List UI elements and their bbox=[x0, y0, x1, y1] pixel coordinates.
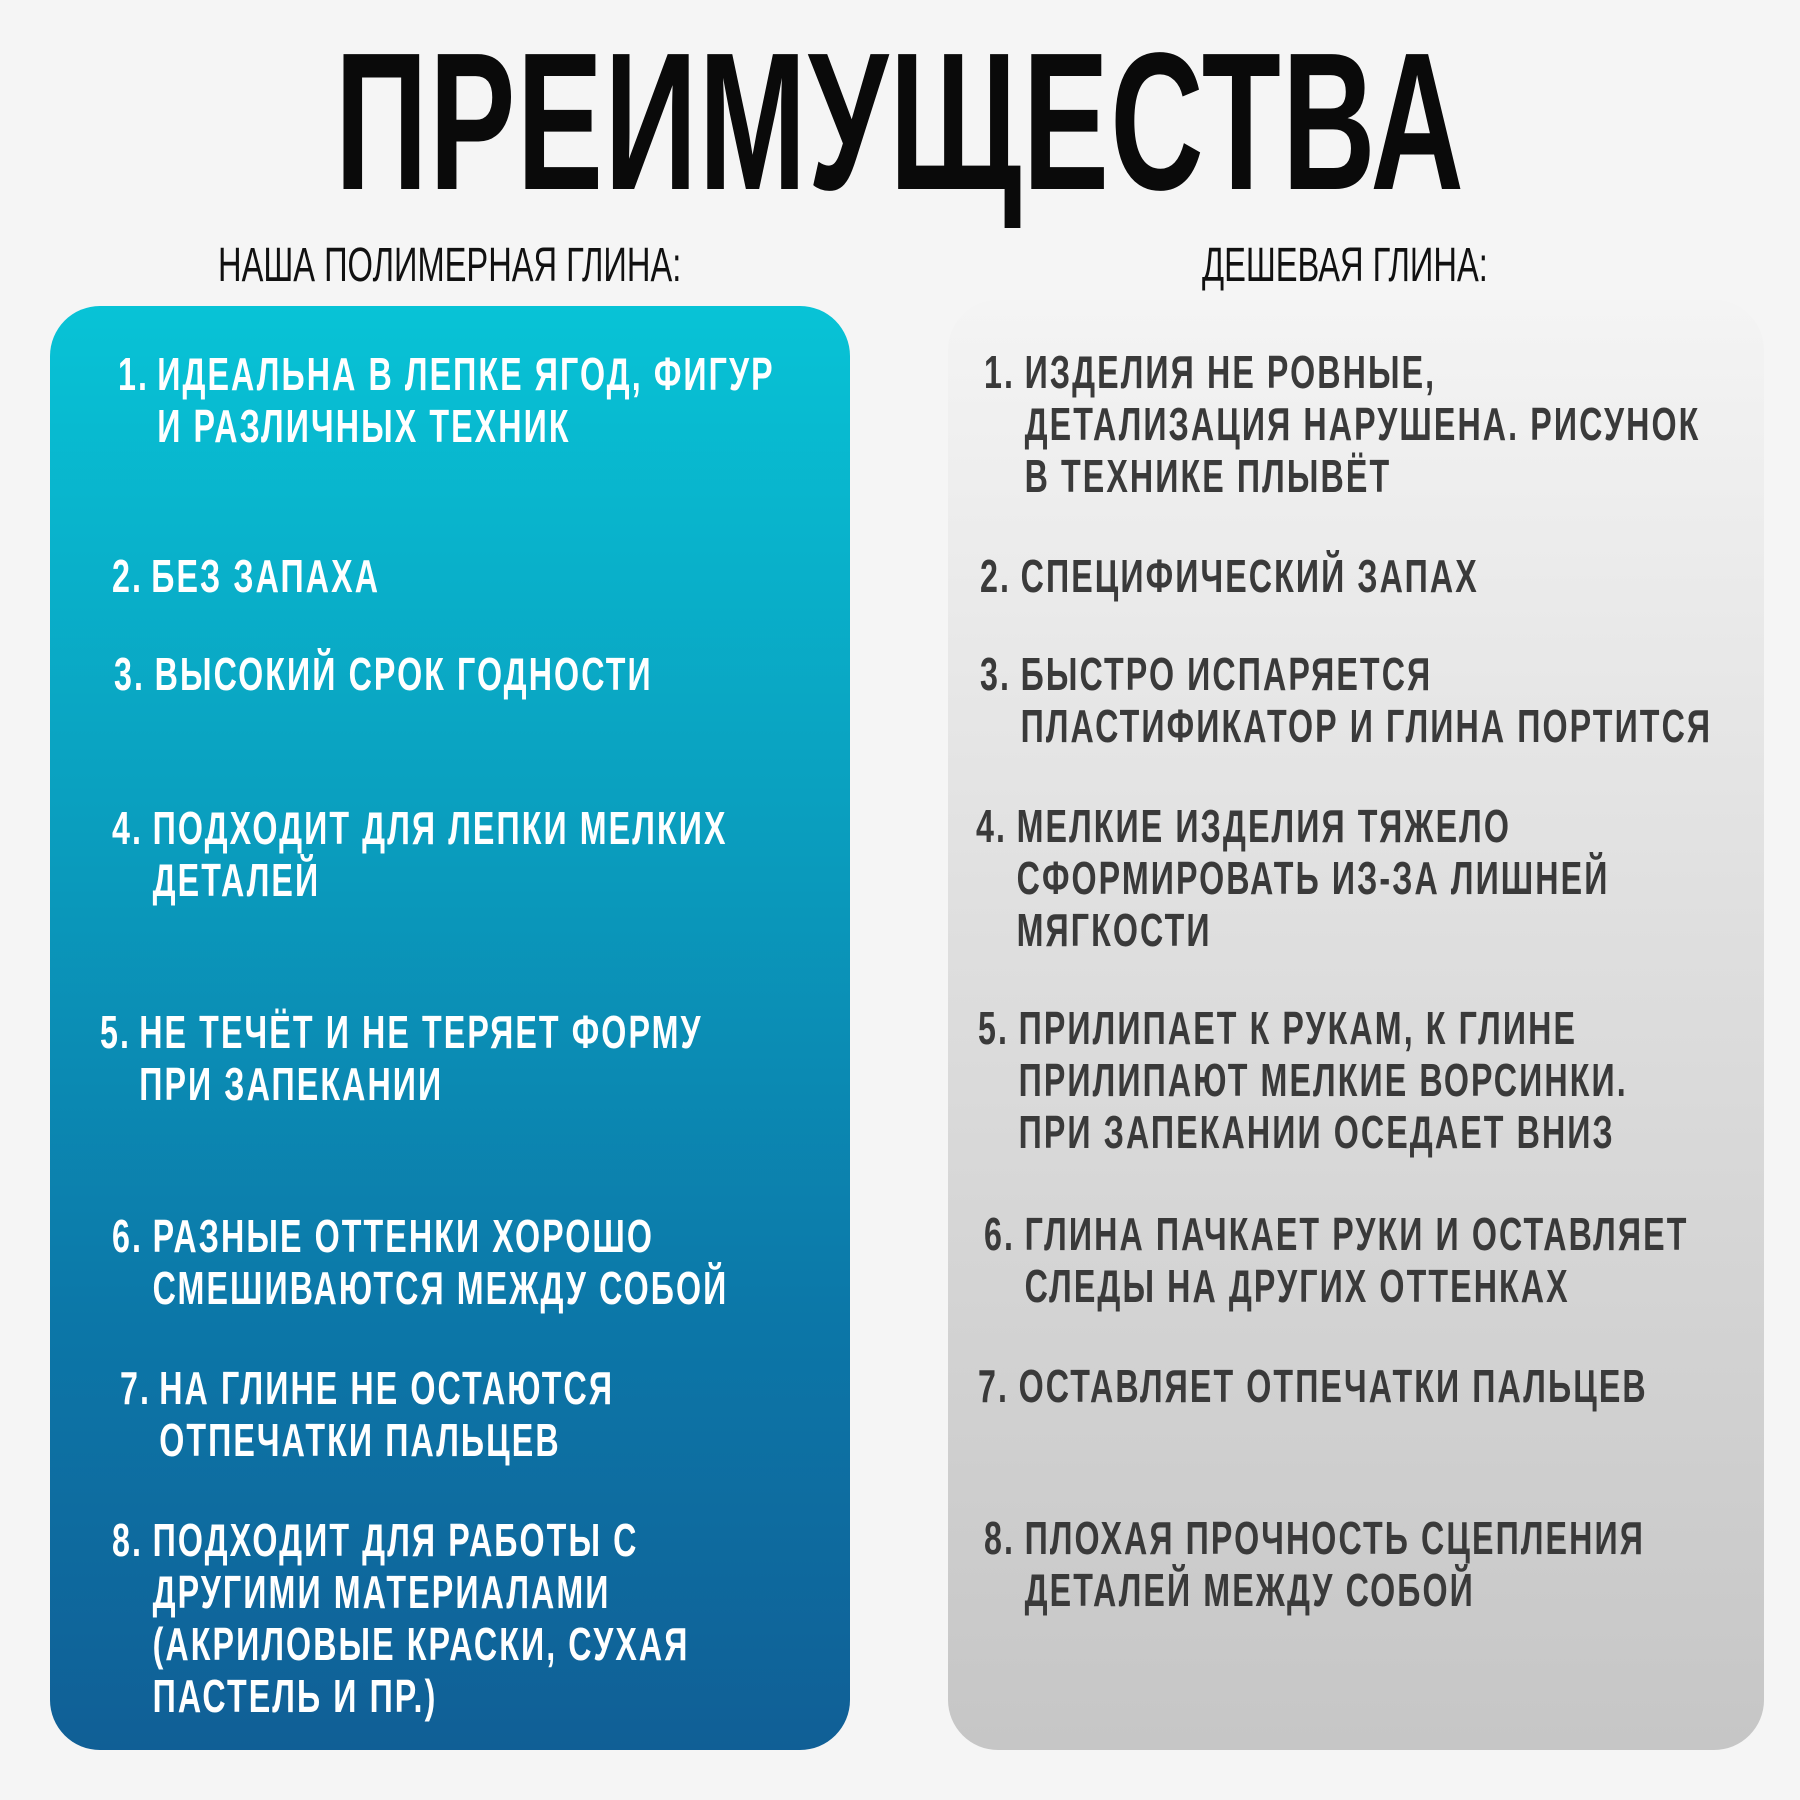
item-number: 3. bbox=[980, 648, 1012, 700]
item-text-line: В ТЕХНИКЕ ПЛЫВЁТ bbox=[1024, 450, 1392, 502]
item-text-line: СПЕЦИФИЧЕСКИЙ ЗАПАХ bbox=[1020, 550, 1479, 602]
item-text-line: ДЕТАЛЕЙ МЕЖДУ СОБОЙ bbox=[1024, 1564, 1475, 1616]
item-text-line: ИЗДЕЛИЯ НЕ РОВНЫЕ, bbox=[1024, 346, 1437, 398]
item-text-line: СЛЕДЫ НА ДРУГИХ ОТТЕНКАХ bbox=[1024, 1260, 1570, 1312]
item-number: 7. bbox=[120, 1362, 152, 1414]
item-text-line: ДЕТАЛЕЙ bbox=[152, 854, 321, 906]
item-number: 1. bbox=[984, 346, 1016, 398]
item-text-line: ПОДХОДИТ ДЛЯ РАБОТЫ С bbox=[152, 1514, 639, 1566]
cheap-clay-panel bbox=[948, 300, 1764, 1750]
item-text-line: ПЛАСТИФИКАТОР И ГЛИНА ПОРТИТСЯ bbox=[1020, 700, 1713, 752]
item-text-line: СМЕШИВАЮТСЯ МЕЖДУ СОБОЙ bbox=[152, 1262, 729, 1314]
item-number: 1. bbox=[118, 348, 150, 400]
page-title: ПРЕИМУЩЕСТВА bbox=[334, 12, 1466, 231]
item-text-line: ПРИЛИПАЕТ К РУКАМ, К ГЛИНЕ bbox=[1018, 1002, 1578, 1054]
item-text-line: ВЫСОКИЙ СРОК ГОДНОСТИ bbox=[154, 648, 653, 700]
item-number: 6. bbox=[112, 1210, 144, 1262]
item-number: 4. bbox=[112, 802, 144, 854]
item-number: 5. bbox=[978, 1002, 1010, 1054]
item-text-line: ДЕТАЛИЗАЦИЯ НАРУШЕНА. РИСУНОК bbox=[1024, 398, 1701, 450]
item-text-line: НЕ ТЕЧЁТ И НЕ ТЕРЯЕТ ФОРМУ bbox=[139, 1006, 703, 1058]
item-text-line: ПОДХОДИТ ДЛЯ ЛЕПКИ МЕЛКИХ bbox=[152, 802, 728, 854]
item-number: 4. bbox=[976, 800, 1008, 852]
item-number: 8. bbox=[112, 1514, 144, 1566]
item-text-line: ИДЕАЛЬНА В ЛЕПКЕ ЯГОД, ФИГУР bbox=[157, 348, 775, 400]
item-number: 7. bbox=[978, 1360, 1010, 1412]
item-text-line: ПЛОХАЯ ПРОЧНОСТЬ СЦЕПЛЕНИЯ bbox=[1024, 1512, 1645, 1564]
left-column-heading: НАША ПОЛИМЕРНАЯ ГЛИНА: bbox=[218, 239, 682, 292]
item-number: 5. bbox=[100, 1006, 132, 1058]
item-text-line: МЕЛКИЕ ИЗДЕЛИЯ ТЯЖЕЛО bbox=[1016, 800, 1511, 852]
item-number: 2. bbox=[112, 550, 144, 602]
item-number: 8. bbox=[984, 1512, 1016, 1564]
item-number: 6. bbox=[984, 1208, 1016, 1260]
item-text-line: ПАСТЕЛЬ И ПР.) bbox=[152, 1670, 438, 1722]
item-text-line: (АКРИЛОВЫЕ КРАСКИ, СУХАЯ bbox=[152, 1618, 690, 1670]
item-text-line: ПРИ ЗАПЕКАНИИ bbox=[139, 1058, 444, 1110]
item-text-line: БЕЗ ЗАПАХА bbox=[151, 550, 381, 602]
item-text-line: БЫСТРО ИСПАРЯЕТСЯ bbox=[1020, 648, 1433, 700]
item-text-line: ДРУГИМИ МАТЕРИАЛАМИ bbox=[152, 1566, 611, 1618]
item-text-line: СФОРМИРОВАТЬ ИЗ-ЗА ЛИШНЕЙ bbox=[1016, 852, 1610, 904]
our-clay-panel bbox=[50, 306, 850, 1750]
item-text-line: МЯГКОСТИ bbox=[1016, 904, 1212, 956]
item-text-line: ОСТАВЛЯЕТ ОТПЕЧАТКИ ПАЛЬЦЕВ bbox=[1018, 1360, 1648, 1412]
item-number: 3. bbox=[114, 648, 146, 700]
item-text-line: ПРИ ЗАПЕКАНИИ ОСЕДАЕТ ВНИЗ bbox=[1018, 1106, 1615, 1158]
item-number: 2. bbox=[980, 550, 1012, 602]
item-text-line: ГЛИНА ПАЧКАЕТ РУКИ И ОСТАВЛЯЕТ bbox=[1024, 1208, 1689, 1260]
right-column-heading: ДЕШЕВАЯ ГЛИНА: bbox=[1202, 239, 1488, 292]
item-text-line: ПРИЛИПАЮТ МЕЛКИЕ ВОРСИНКИ. bbox=[1018, 1054, 1628, 1106]
item-text-line: НА ГЛИНЕ НЕ ОСТАЮТСЯ bbox=[159, 1362, 615, 1414]
item-text-line: РАЗНЫЕ ОТТЕНКИ ХОРОШО bbox=[152, 1210, 655, 1262]
item-text-line: И РАЗЛИЧНЫХ ТЕХНИК bbox=[157, 400, 571, 452]
item-text-line: ОТПЕЧАТКИ ПАЛЬЦЕВ bbox=[159, 1414, 561, 1466]
